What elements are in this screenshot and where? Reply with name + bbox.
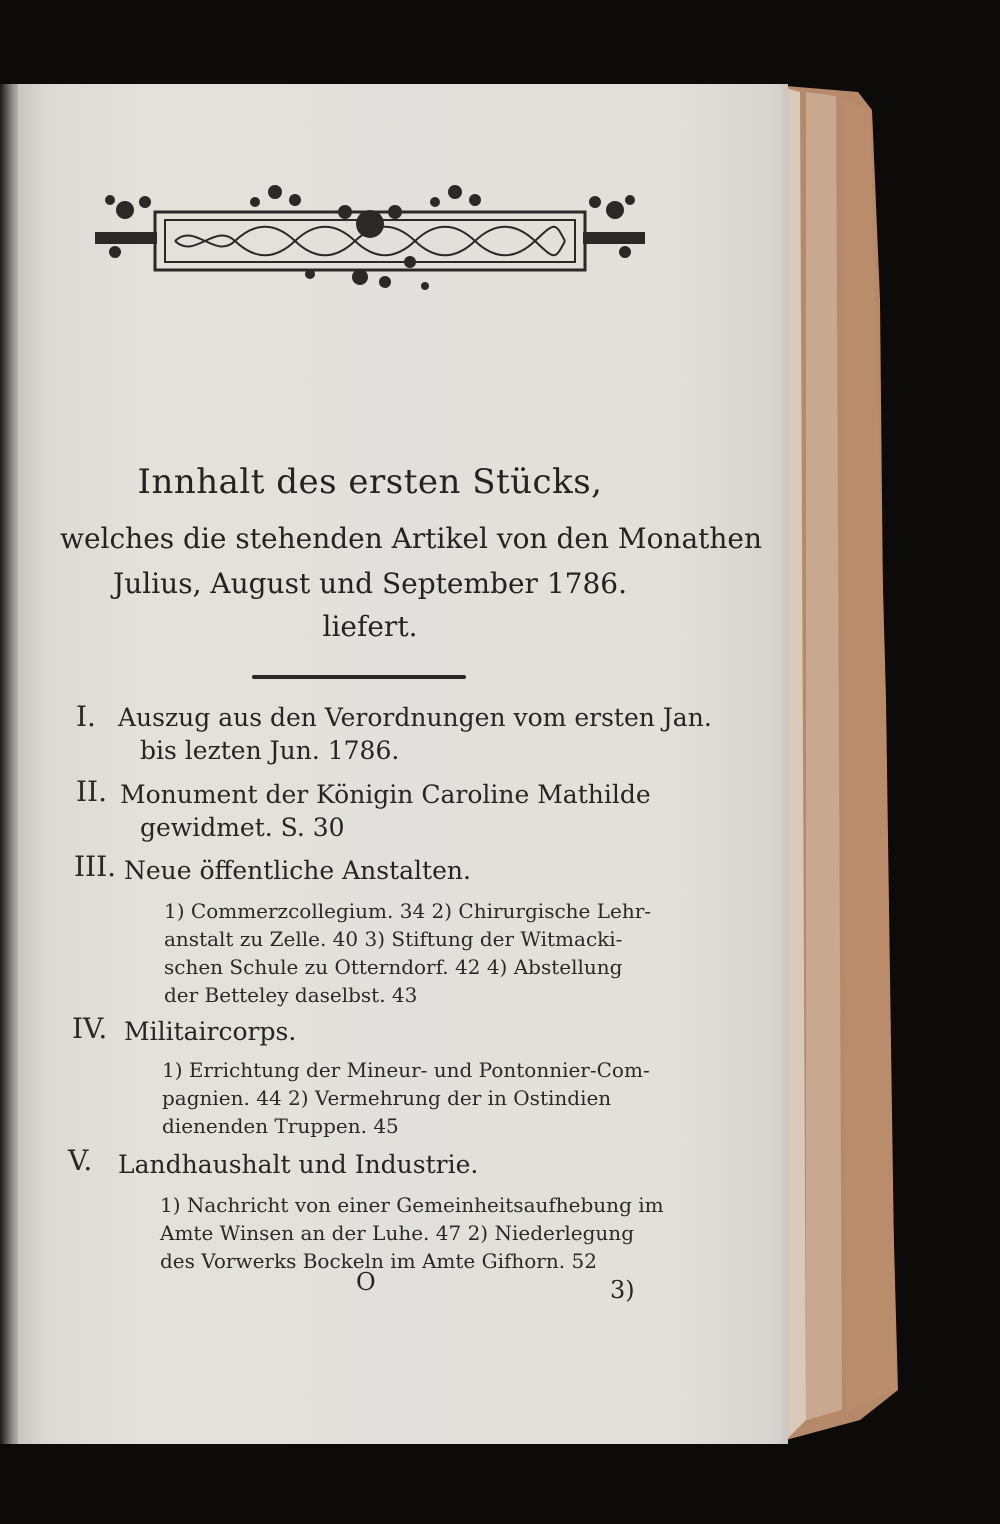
catchword: 3)	[610, 1276, 635, 1304]
section-v-detail-1: 1) Nachricht von einer Gemeinheitsaufhebung im	[160, 1193, 664, 1217]
section-numeral-iv: IV.	[72, 1012, 108, 1045]
section-iv-detail-3: dienenden Truppen. 45	[162, 1114, 399, 1138]
section-iv-heading: Militaircorps.	[124, 1017, 297, 1046]
section-numeral-i: I.	[76, 700, 96, 733]
subtitle-line-1: welches die stehenden Artikel von den Monathen	[60, 522, 763, 555]
section-numeral-ii: II.	[76, 775, 108, 808]
section-v-detail-2: Amte Winsen an der Luhe. 47 2) Niederlegung	[160, 1221, 634, 1245]
section-numeral-v: V.	[68, 1144, 93, 1177]
contents-title: Innhalt des ersten Stücks,	[137, 462, 603, 502]
section-i-line-1: Auszug aus den Verordnungen vom ersten Jan.	[118, 703, 712, 732]
section-i-line-2: bis lezten Jun. 1786.	[140, 736, 400, 765]
section-iii-detail-3: schen Schule zu Otterndorf. 42 4) Abstellung	[164, 955, 623, 979]
signature-mark: O	[356, 1268, 376, 1296]
section-iv-detail-2: pagnien. 44 2) Vermehrung der in Ostindien	[162, 1086, 612, 1110]
section-iii-detail-1: 1) Commerzcollegium. 34 2) Chirurgische Lehr-	[164, 899, 652, 923]
section-v-heading: Landhaushalt und Industrie.	[118, 1150, 479, 1179]
section-v-detail-3: des Vorwerks Bockeln im Amte Gifhorn. 52	[160, 1249, 597, 1273]
subtitle-line-3: liefert.	[322, 610, 418, 643]
ornamental-headpiece	[95, 182, 645, 297]
section-ii-line-1: Monument der Königin Caroline Mathilde	[120, 780, 651, 809]
section-iii-heading: Neue öffentliche Anstalten.	[124, 856, 471, 885]
section-ii-line-2: gewidmet. S. 30	[140, 813, 345, 842]
section-iii-detail-2: anstalt zu Zelle. 40 3) Stiftung der Witmacki-	[164, 927, 623, 951]
section-iii-detail-4: der Betteley daselbst. 43	[164, 983, 418, 1007]
divider-rule	[252, 675, 466, 679]
subtitle-line-2: Julius, August und September 1786.	[113, 567, 627, 600]
section-iv-detail-1: 1) Errichtung der Mineur- und Pontonnier-Com-	[162, 1058, 650, 1082]
section-numeral-iii: III.	[74, 850, 117, 883]
